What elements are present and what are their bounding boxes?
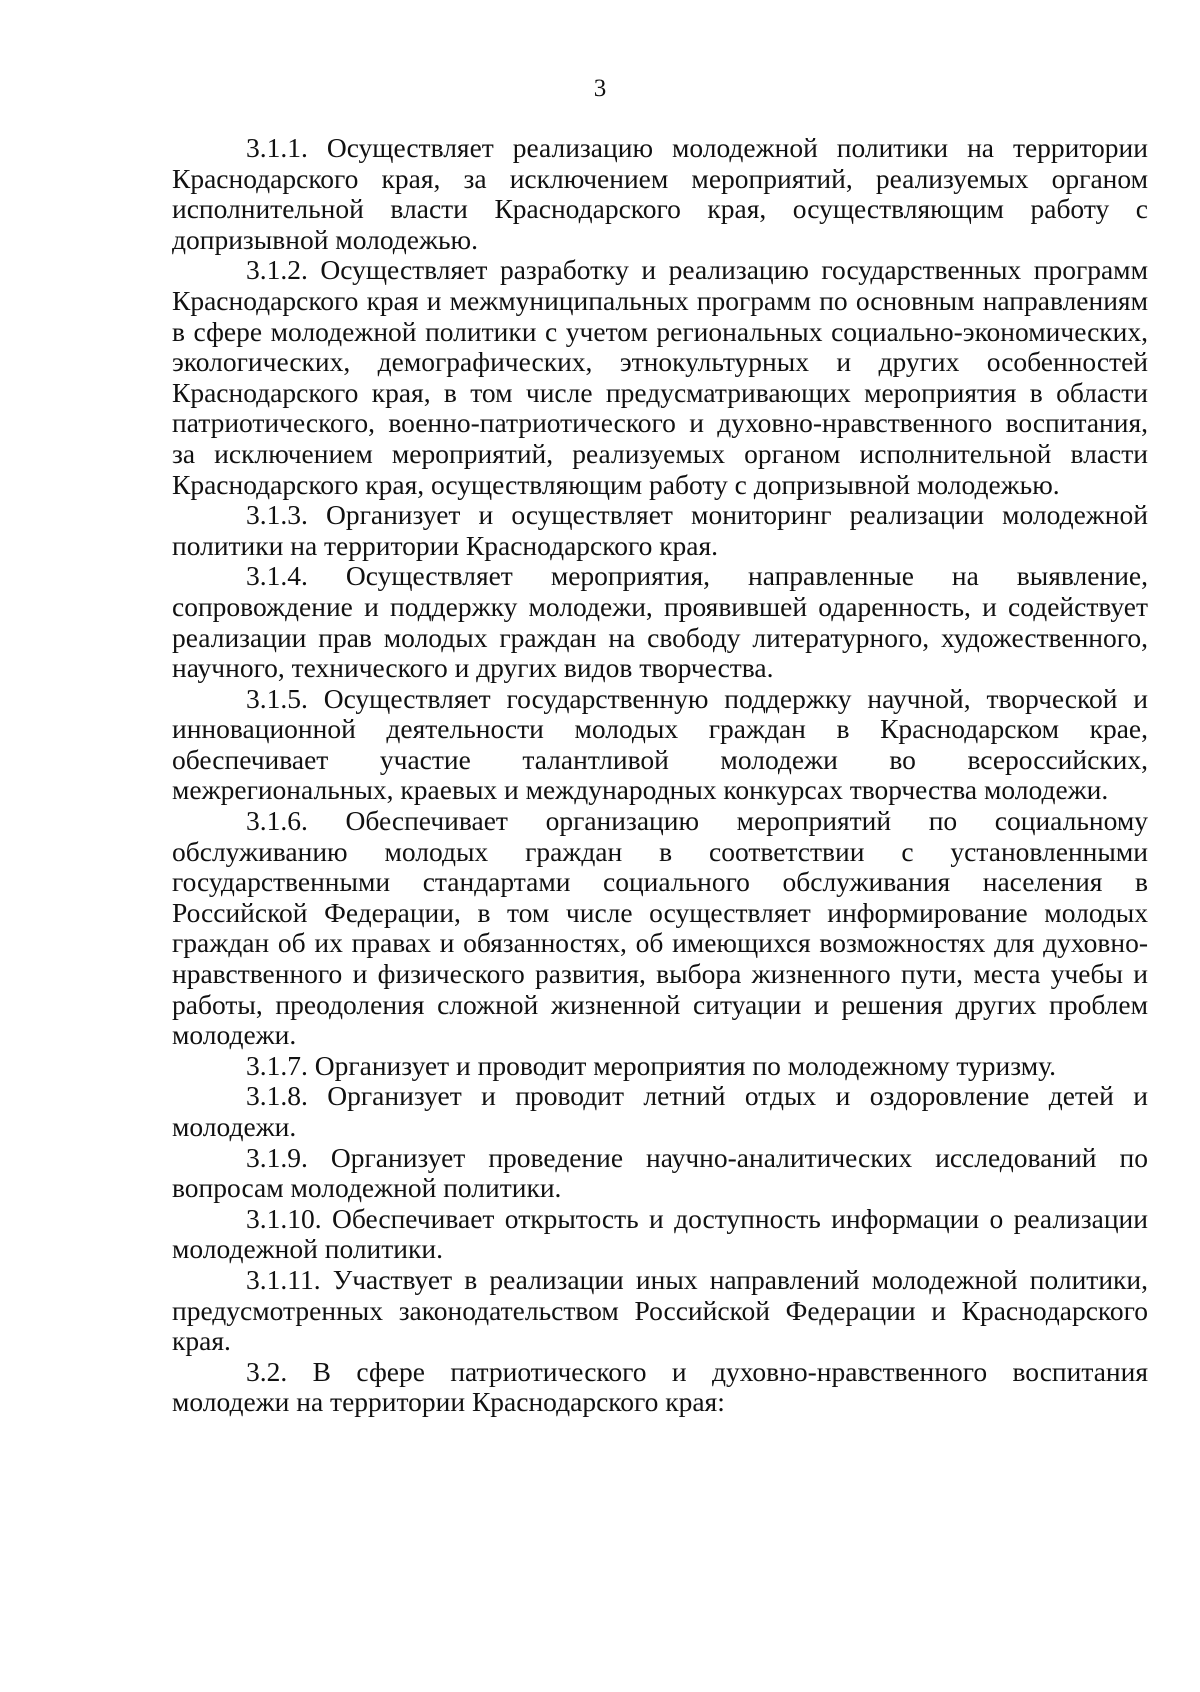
paragraph-3-1-7: 3.1.7. Организует и проводит мероприятия по молодежному туризму. <box>246 1049 1057 1081</box>
page-number: 3 <box>593 75 607 102</box>
paragraph-3-1-5: 3.1.5. Осуществляет государственную поддержку научной, творческой и инновационной деятельности молодых граждан в Краснодарском крае, обеспечивает участие талантливой молодежи во всероссийских, межрегиональных, краевых и международных конкурсах творчества молодежи. <box>172 682 1148 806</box>
paragraph-3-2: 3.2. В сфере патриотического и духовно-нравственного воспитания молодежи на территории Краснодарского края: <box>172 1355 1148 1418</box>
paragraph-3-1-10: 3.1.10. Обеспечивает открытость и доступность информации о реализации молодежной политики. <box>172 1202 1148 1265</box>
paragraph-3-1-11: 3.1.11. Участвует в реализации иных направлений молодежной политики, предусмотренных законодательством Российской Федерации и Краснодарского края. <box>172 1263 1148 1357</box>
paragraph-3-1-8: 3.1.8. Организует и проводит летний отдых и оздоровление детей и молодежи. <box>172 1080 1148 1142</box>
paragraph-3-1-3: 3.1.3. Организует и осуществляет мониторинг реализации молодежной политики на территории Краснодарского края. <box>172 499 1148 561</box>
paragraph-3-1-2: 3.1.2. Осуществляет разработку и реализацию государственных программ Краснодарского края и межмуниципальных программ по основным направлениям в сфере молодежной политики с учетом региональных социально-экономических, экологических, демографических, этнокультурных и других особенностей Краснодарского края, в том числе предусматривающих мероприятия в области патриотического, военно-патриотического и духовно-нравственного воспитания, за исключением мероприятий, реализуемых органом исполнительной власти Краснодарского края, осуществляющим работу с допризывной молодежью. <box>172 254 1148 500</box>
document-body <box>172 133 1148 1418</box>
paragraph-3-1-9: 3.1.9. Организует проведение научно-аналитических исследований по вопросам молодежной политики. <box>172 1141 1148 1204</box>
paragraph-3-1-1: 3.1.1. Осуществляет реализацию молодежной политики на территории Краснодарского края, за исключением мероприятий, реализуемых органом исполнительной власти Краснодарского края, осуществляющим работу с допризывной молодежью. <box>172 132 1148 255</box>
paragraph-3-1-6: 3.1.6. Обеспечивает организацию мероприятий по социальному обслуживанию молодых граждан в соответствии с установленными государственными стандартами социального обслуживания населения в Российской Федерации, в том числе осуществляет информирование молодых граждан об их правах и обязанностях, об имеющихся возможностях для духовно-нравственного и физического развития, выбора жизненного пути, места учебы и работы, преодоления сложной жизненной ситуации и решения других проблем молодежи. <box>172 805 1148 1051</box>
paragraph-3-1-4: 3.1.4. Осуществляет мероприятия, направленные на выявление, сопровождение и поддержку молодежи, проявившей одаренность, и содействует реализации прав молодых граждан на свободу литературного, художественного, научного, технического и других видов творчества. <box>172 560 1148 684</box>
